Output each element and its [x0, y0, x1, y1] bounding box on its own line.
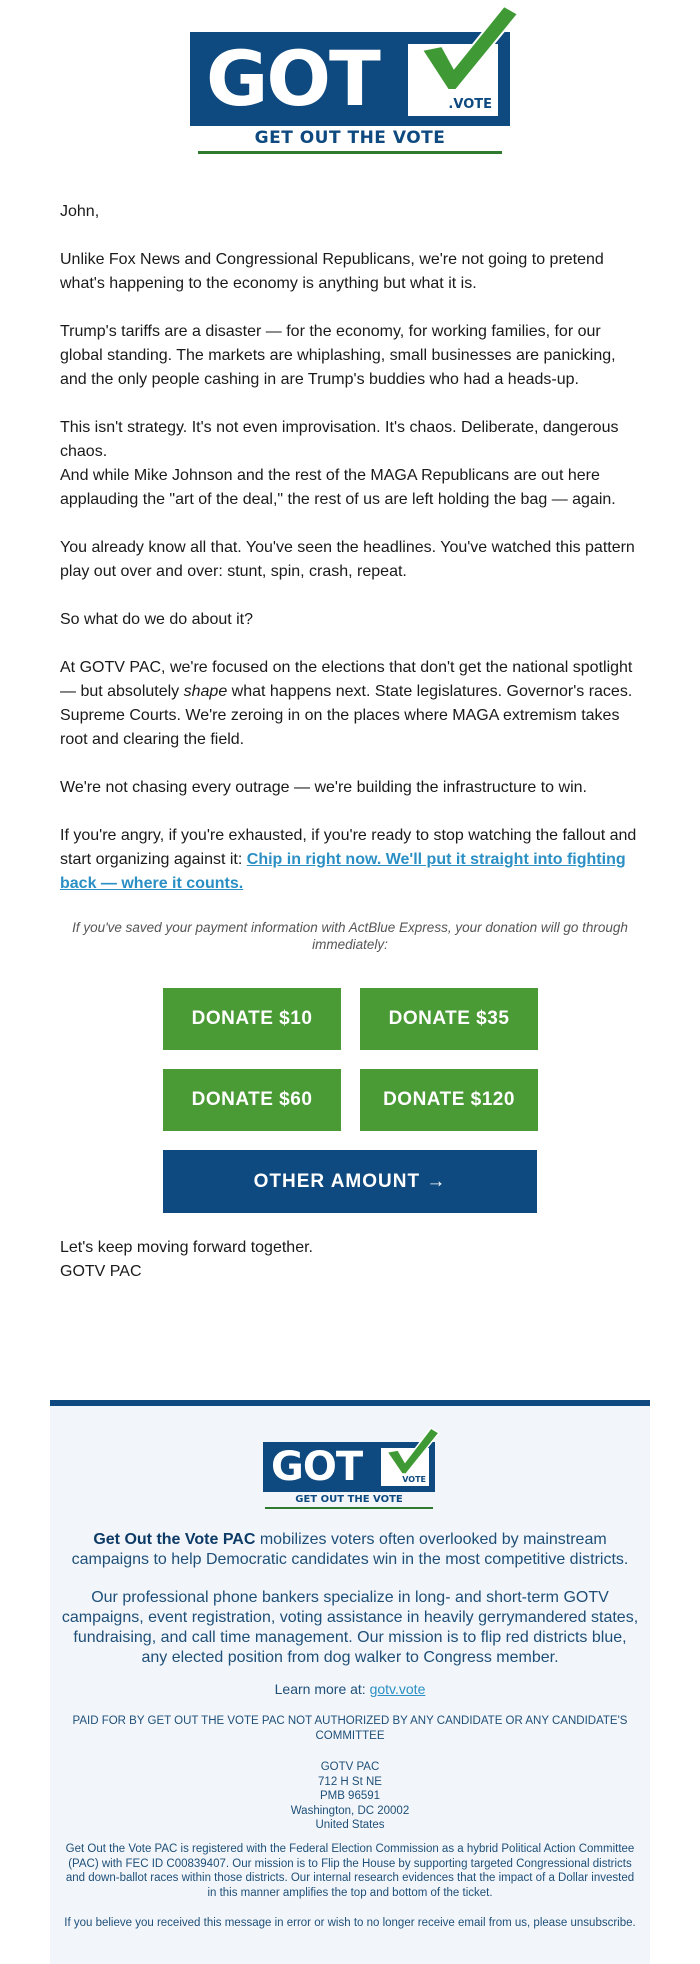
- paragraph-3a: This isn't strategy. It's not even improvisation. It's chaos. Deliberate, dangerous chaos.: [60, 419, 619, 460]
- p8-pre: If you're angry, if you're exhausted, if you're ready to stop watching the fallout and start organizing against it:: [60, 827, 637, 868]
- paid-for-disclaimer: PAID FOR BY GET OUT THE VOTE PAC NOT AUTHORIZED BY ANY CANDIDATE OR ANY CANDIDATE'S COMMITTEE: [72, 1715, 628, 1742]
- donate-10-button[interactable]: DONATE $10: [163, 988, 341, 1050]
- logo-got-text: GOT: [206, 34, 379, 123]
- address-line: United States: [315, 1819, 385, 1831]
- signoff: [60, 1236, 313, 1284]
- email-body: [60, 200, 640, 920]
- signoff-line: Let's keep moving forward together.: [60, 1239, 313, 1256]
- paragraph-6: [60, 656, 640, 752]
- p6-emphasis: shape: [183, 683, 228, 700]
- paragraph-2: Trump's tariffs are a disaster — for the economy, for working families, for our global standing. The markets are whiplashing, small businesses are panicking, and the only people cashing in are Trump's buddies who had a heads-up.: [60, 323, 616, 388]
- footer-checkmark-icon: [381, 1426, 441, 1478]
- logo-tagline: GET OUT THE VOTE: [254, 128, 446, 148]
- p6-pre: At GOTV PAC, we're focused on the elections that don't get the national spotlight — but absolutely: [60, 659, 633, 700]
- donate-35-button[interactable]: DONATE $35: [360, 988, 538, 1050]
- footer-logo: [263, 1428, 439, 1510]
- footer-logo-rule: [265, 1507, 433, 1509]
- footer-logo-vote: VOTE: [402, 1475, 426, 1484]
- mailing-address: [60, 1760, 640, 1833]
- donate-60-button[interactable]: DONATE $60: [163, 1069, 341, 1131]
- paragraph-5: So what do we do about it?: [60, 611, 254, 628]
- signoff-signature: GOTV PAC: [60, 1263, 142, 1280]
- greeting: John,: [60, 203, 100, 220]
- paragraph-4: You already know all that. You've seen the headlines. You've watched this pattern play out over and over: stunt, spin, crash, repeat.: [60, 539, 635, 580]
- logo-vote-text: .VOTE: [448, 97, 492, 112]
- learn-more-label: Learn more at:: [274, 1681, 370, 1697]
- address-line: Washington, DC 20002: [290, 1804, 410, 1817]
- paragraph-8: [60, 824, 640, 896]
- footer-logo-got: GOT: [271, 1444, 363, 1490]
- logo-rule: [198, 151, 502, 154]
- donate-120-button[interactable]: DONATE $120: [360, 1069, 538, 1131]
- footer-lead-rest: mobilizes voters often overlooked by mainstream campaigns to help Democratic candidates win in the most competitive districts.: [71, 1531, 629, 1568]
- footer-logo-tagline: GET OUT THE VOTE: [295, 1494, 403, 1505]
- actblue-note: If you've saved your payment information with ActBlue Express, your donation will go through immediately:: [72, 920, 628, 952]
- unsubscribe-text[interactable]: If you believe you received this message in error or wish to no longer receive email from us, please unsubscribe.: [64, 1917, 636, 1929]
- footer-lead-bold: Get Out the Vote PAC: [93, 1531, 256, 1548]
- paragraph-1: Unlike Fox News and Congressional Republicans, we're not going to pretend what's happening to the economy is anything but what it is.: [60, 251, 604, 292]
- footer-learn-more: [60, 1680, 640, 1698]
- fec-disclaimer: Get Out the Vote PAC is registered with the Federal Election Commission as a hybrid Political Action Committee (PAC) with FEC ID C00839407. Our mission is to Flip the House by supporting targeted Congressional districts and down-ballot races within those districts. Our internal research evidences that the impact of a Dollar invested in this manner amplifies the top and bottom of the ticket.: [65, 1843, 635, 1899]
- p6-post: what happens next. State legislatures. Governor's races. Supreme Courts. We're zeroing in on the places where MAGA extremism takes root and clearing the field.: [60, 683, 633, 748]
- footer-lead: [60, 1530, 640, 1570]
- paragraph-3b: And while Mike Johnson and the rest of the MAGA Republicans are out here applauding the "art of the deal," the rest of us are left holding the bag — again.: [60, 467, 616, 508]
- chip-in-link[interactable]: Chip in right now. We'll put it straight into fighting back — where it counts.: [60, 851, 626, 892]
- footer-description: Our professional phone bankers specialize in long- and short-term GOTV campaigns, event registration, voting assistance in heavily gerrymandered states, fundraising, and call time management. Our mission is to flip red districts blue, any elected position from dog walker to Congress member.: [61, 1589, 639, 1666]
- address-line: PMB 96591: [319, 1790, 381, 1802]
- paragraph-7: We're not chasing every outrage — we're building the infrastructure to win.: [60, 779, 587, 796]
- other-amount-button[interactable]: OTHER AMOUNT →: [163, 1150, 537, 1213]
- address-line: 712 H St NE: [318, 1775, 382, 1788]
- checkmark-icon: [408, 2, 520, 96]
- gotv-logo: [190, 8, 516, 158]
- footer: [50, 1400, 650, 1964]
- address-line: GOTV PAC: [320, 1761, 380, 1773]
- gotv-website-link[interactable]: gotv.vote: [369, 1681, 426, 1697]
